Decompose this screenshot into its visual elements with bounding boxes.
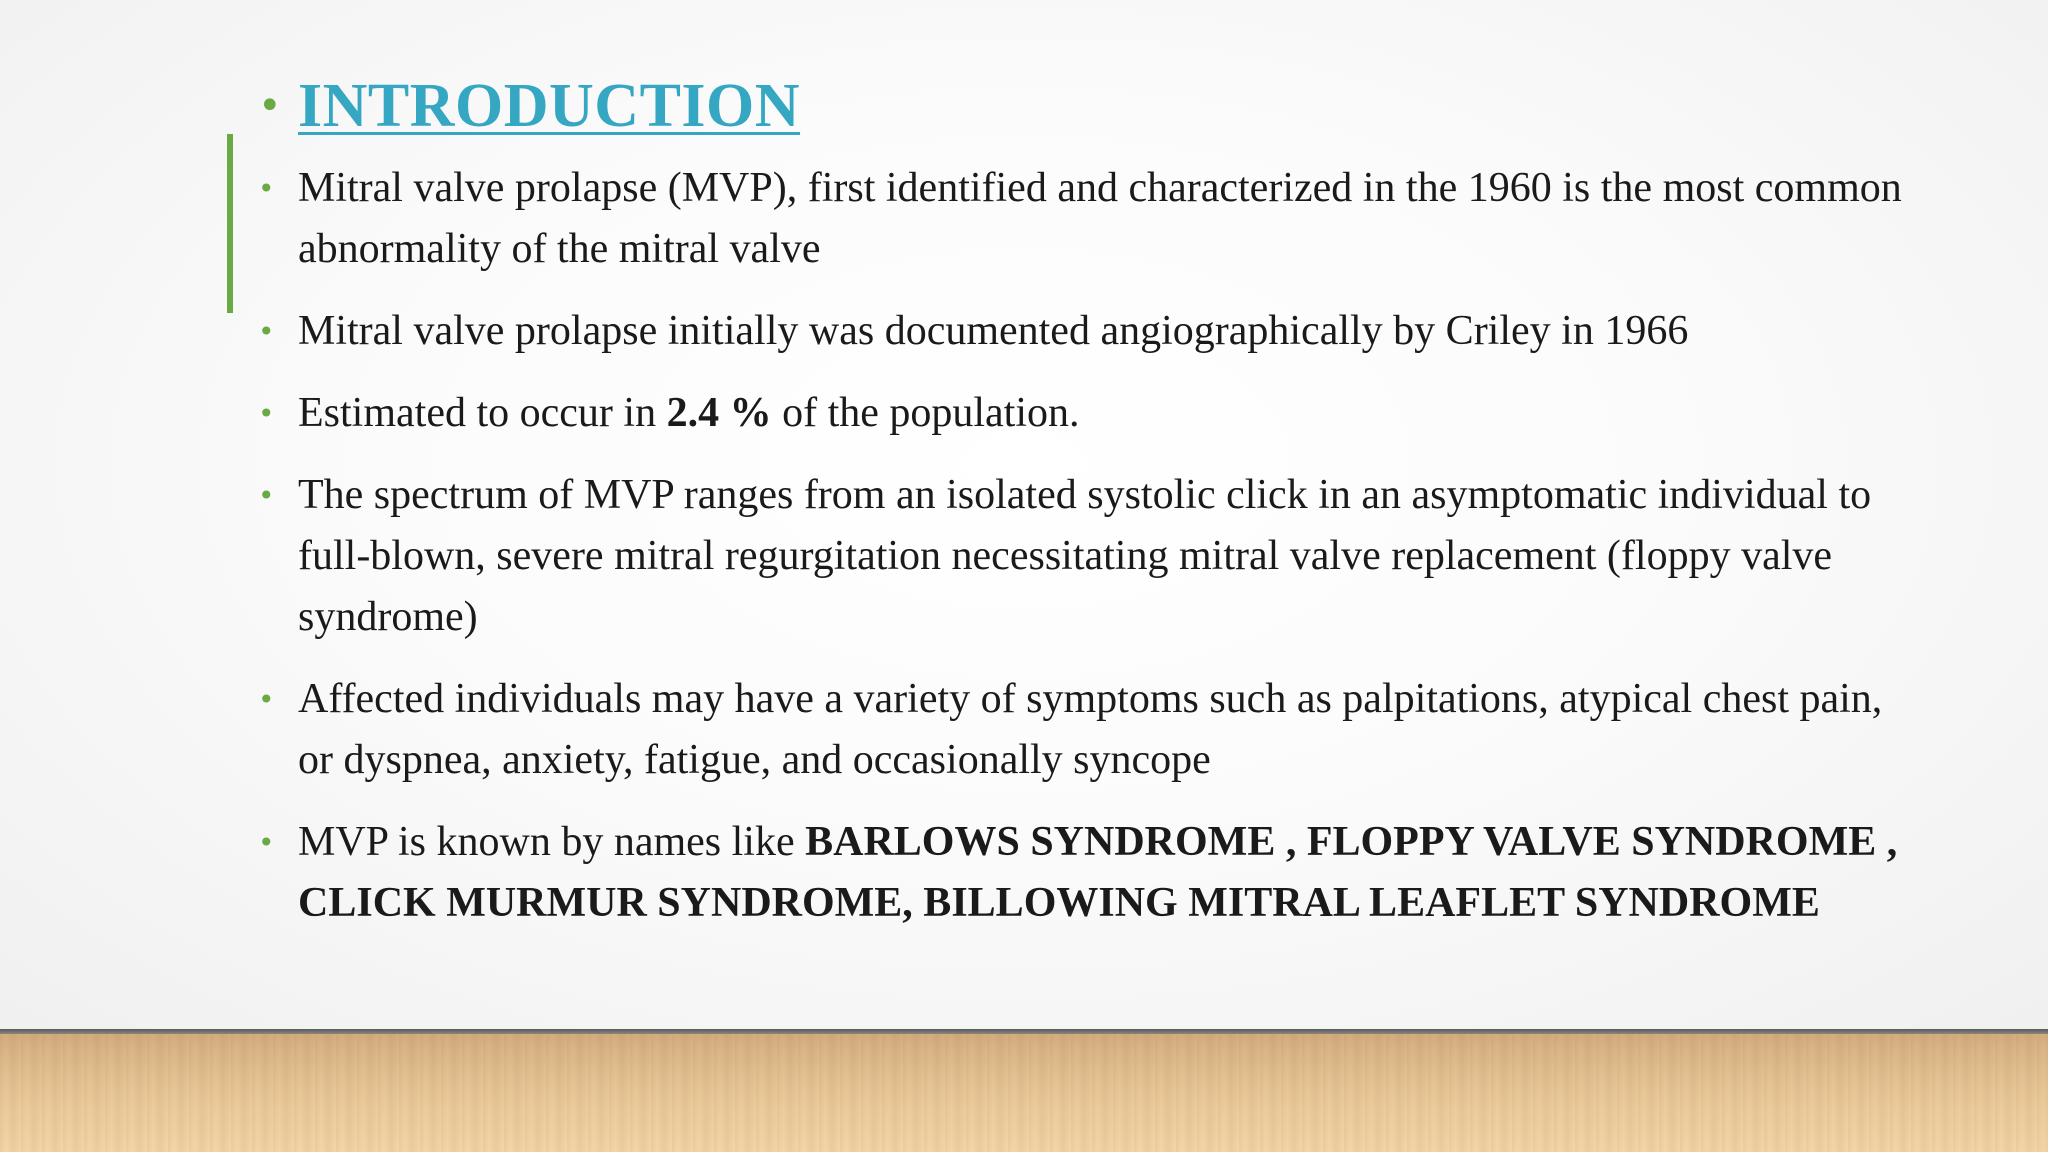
bullet-text: Mitral valve prolapse initially was documented angiographically by Criley in 1966 (298, 308, 1689, 354)
bullet-item (258, 812, 1918, 934)
bullet-text: Affected individuals may have a variety of symptoms such as palpitations, atypical chest pain, or dyspnea, anxiety, fatigue, and occasionally syncope (298, 676, 1883, 783)
bullet-icon: • (258, 172, 275, 205)
bullet-item (258, 301, 1918, 362)
bullet-text-part: of the population. (771, 390, 1080, 436)
bullet-text (298, 812, 1918, 934)
bullet-list (258, 158, 1918, 934)
slide-content (258, 60, 1918, 955)
bullet-text-part: MVP is known by names like (298, 819, 806, 865)
bullet-text: Mitral valve prolapse (MVP), first identified and characterized in the 1960 is the most common abnormality of the mitral valve (298, 165, 1902, 272)
bullet-icon: • (258, 826, 275, 859)
bullet-item (258, 669, 1918, 791)
heading-row (258, 60, 1918, 152)
bullet-text-bold: BARLOWS SYNDROME , FLOPPY VALVE SYNDROME , CLICK MURMUR SYNDROME, BILLOWING MITRAL LEAFLET SYNDROME (298, 819, 1898, 926)
bullet-icon: • (258, 315, 275, 348)
wood-floor (0, 1034, 2048, 1152)
bullet-text-part: Estimated to occur in (298, 390, 667, 436)
bullet-icon: • (258, 479, 275, 512)
bullet-icon: • (258, 397, 275, 430)
bullet-item (258, 383, 1918, 444)
bullet-text: The spectrum of MVP ranges from an isolated systolic click in an asymptomatic individual to full-blown, severe mitral regurgitation necessitating mitral valve replacement (floppy valve syndrome) (298, 472, 1872, 640)
bullet-text (298, 383, 1918, 444)
bullet-item (258, 158, 1918, 280)
bullet-icon: • (258, 683, 275, 716)
slide-heading: INTRODUCTION (298, 71, 801, 140)
bullet-item (258, 465, 1918, 648)
bullet-icon: • (258, 83, 282, 129)
accent-bar (227, 134, 233, 313)
bullet-text-bold: 2.4 % (666, 390, 772, 436)
